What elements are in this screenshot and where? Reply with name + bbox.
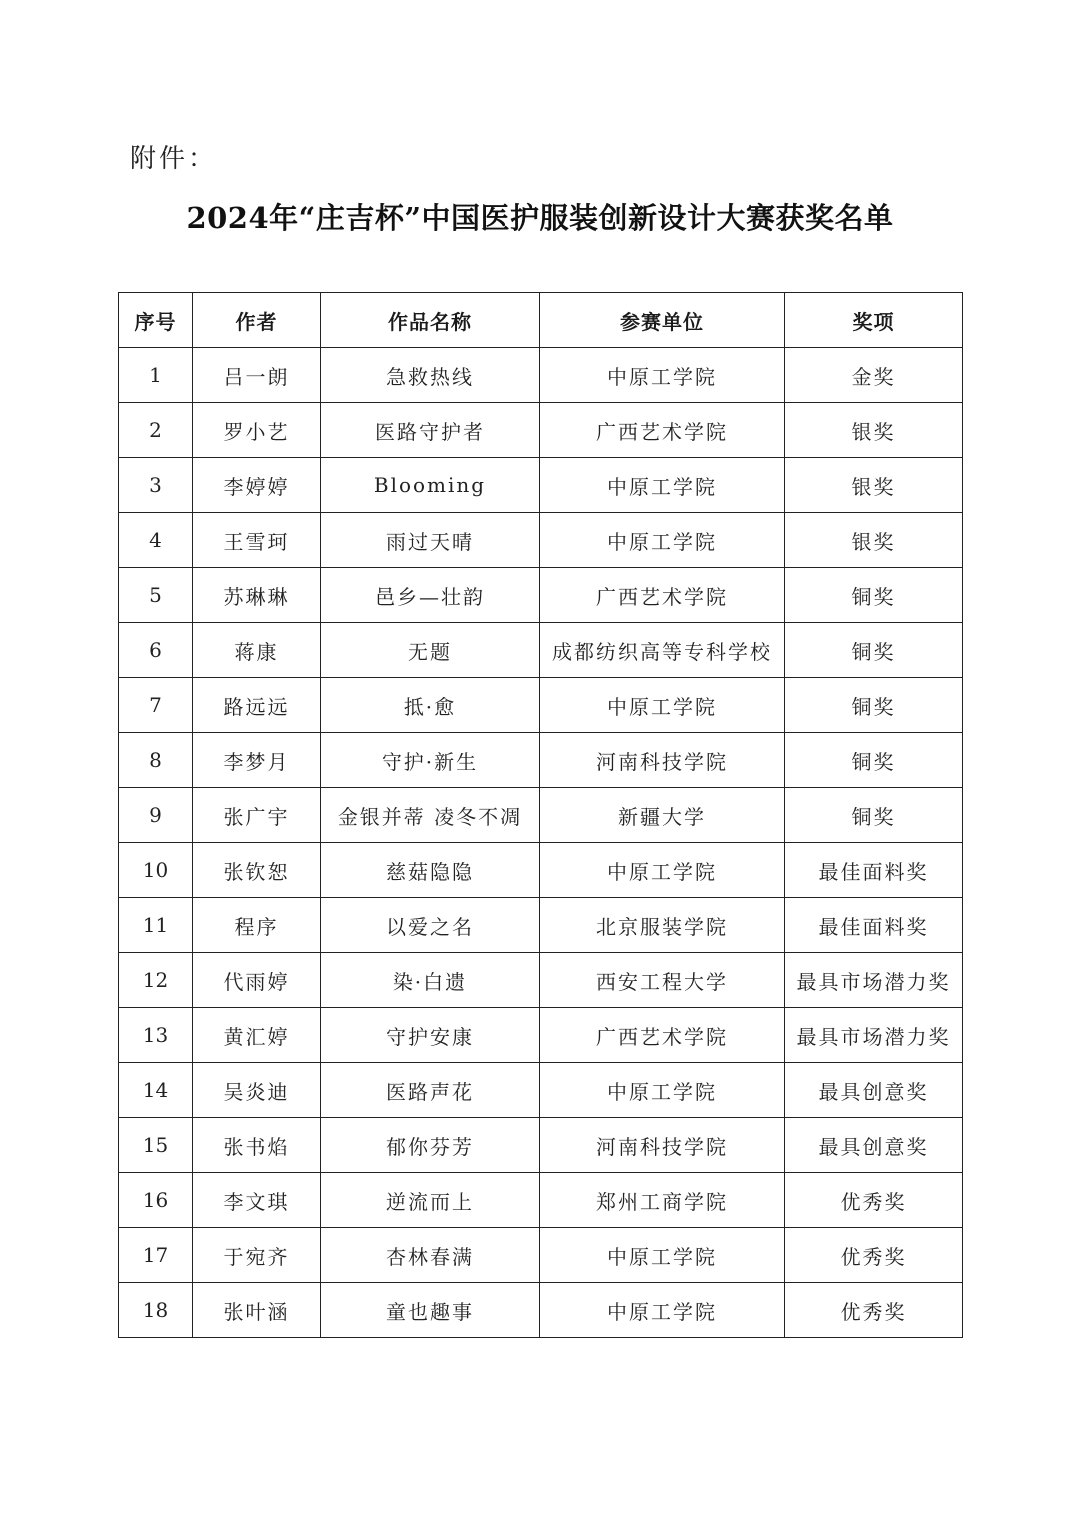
cell-no: 4: [119, 513, 193, 568]
cell-award: 最佳面料奖: [785, 898, 963, 953]
table-row: [119, 1008, 963, 1063]
cell-author: 张广宇: [193, 788, 321, 843]
cell-author: 李梦月: [193, 733, 321, 788]
cell-award: 铜奖: [785, 623, 963, 678]
cell-no: 17: [119, 1228, 193, 1283]
cell-award: 优秀奖: [785, 1173, 963, 1228]
cell-no: 14: [119, 1063, 193, 1118]
cell-no: 5: [119, 568, 193, 623]
cell-work-title: 以爱之名: [321, 898, 540, 953]
table-row: [119, 1228, 963, 1283]
cell-no: 1: [119, 348, 193, 403]
cell-no: 16: [119, 1173, 193, 1228]
cell-work-title: 守护安康: [321, 1008, 540, 1063]
table-row: [119, 403, 963, 458]
cell-award: 最具市场潜力奖: [785, 953, 963, 1008]
cell-no: 2: [119, 403, 193, 458]
cell-work-title: 抵·愈: [321, 678, 540, 733]
table-row: [119, 678, 963, 733]
cell-author: 吴炎迪: [193, 1063, 321, 1118]
cell-award: 铜奖: [785, 568, 963, 623]
cell-institution: 河南科技学院: [540, 1118, 785, 1173]
cell-work-title: 守护·新生: [321, 733, 540, 788]
cell-institution: 西安工程大学: [540, 953, 785, 1008]
table-row: [119, 623, 963, 678]
table-row: [119, 568, 963, 623]
cell-award: 银奖: [785, 403, 963, 458]
table-row: [119, 788, 963, 843]
cell-work-title: 染·白遗: [321, 953, 540, 1008]
cell-institution: 河南科技学院: [540, 733, 785, 788]
cell-award: 银奖: [785, 513, 963, 568]
cell-work-title: 无题: [321, 623, 540, 678]
cell-author: 张书焰: [193, 1118, 321, 1173]
cell-author: 吕一朗: [193, 348, 321, 403]
cell-work-title: 雨过天晴: [321, 513, 540, 568]
cell-author: 张叶涵: [193, 1283, 321, 1338]
table-row: [119, 348, 963, 403]
cell-institution: 中原工学院: [540, 513, 785, 568]
cell-award: 银奖: [785, 458, 963, 513]
cell-work-title: 杏林春满: [321, 1228, 540, 1283]
cell-award: 最佳面料奖: [785, 843, 963, 898]
cell-no: 8: [119, 733, 193, 788]
header-award: 奖项: [785, 293, 963, 348]
table-row: [119, 953, 963, 1008]
cell-work-title: 金银并蒂 凌冬不凋: [321, 788, 540, 843]
cell-no: 6: [119, 623, 193, 678]
cell-no: 3: [119, 458, 193, 513]
table-header-row: [119, 293, 963, 348]
cell-author: 罗小艺: [193, 403, 321, 458]
header-no: 序号: [119, 293, 193, 348]
cell-no: 7: [119, 678, 193, 733]
cell-author: 苏琳琳: [193, 568, 321, 623]
cell-institution: 北京服装学院: [540, 898, 785, 953]
cell-institution: 新疆大学: [540, 788, 785, 843]
header-institution: 参赛单位: [540, 293, 785, 348]
table-row: [119, 458, 963, 513]
cell-author: 张钦恕: [193, 843, 321, 898]
cell-award: 铜奖: [785, 678, 963, 733]
cell-author: 蒋康: [193, 623, 321, 678]
cell-institution: 广西艺术学院: [540, 403, 785, 458]
cell-no: 18: [119, 1283, 193, 1338]
attachment-label: 附件：: [130, 144, 218, 174]
cell-work-title: 慈菇隐隐: [321, 843, 540, 898]
table-row: [119, 898, 963, 953]
cell-no: 9: [119, 788, 193, 843]
table-body: [119, 348, 963, 1338]
cell-no: 10: [119, 843, 193, 898]
cell-author: 王雪珂: [193, 513, 321, 568]
header-author: 作者: [193, 293, 321, 348]
table-row: [119, 1063, 963, 1118]
cell-award: 最具创意奖: [785, 1118, 963, 1173]
cell-no: 15: [119, 1118, 193, 1173]
cell-institution: 中原工学院: [540, 678, 785, 733]
document-title: 2024年“庄吉杯”中国医护服装创新设计大赛获奖名单: [186, 201, 894, 235]
cell-institution: 广西艺术学院: [540, 1008, 785, 1063]
cell-author: 李文琪: [193, 1173, 321, 1228]
table-row: [119, 1118, 963, 1173]
cell-author: 程序: [193, 898, 321, 953]
cell-award: 最具市场潜力奖: [785, 1008, 963, 1063]
cell-work-title: Blooming: [321, 458, 540, 513]
table-row: [119, 1173, 963, 1228]
cell-author: 李婷婷: [193, 458, 321, 513]
cell-institution: 郑州工商学院: [540, 1173, 785, 1228]
cell-author: 代雨婷: [193, 953, 321, 1008]
cell-institution: 中原工学院: [540, 348, 785, 403]
cell-author: 黄汇婷: [193, 1008, 321, 1063]
header-work-title: 作品名称: [321, 293, 540, 348]
table-row: [119, 843, 963, 898]
cell-institution: 中原工学院: [540, 1063, 785, 1118]
cell-no: 12: [119, 953, 193, 1008]
cell-award: 优秀奖: [785, 1228, 963, 1283]
cell-work-title: 邑乡—壮韵: [321, 568, 540, 623]
cell-work-title: 医路声花: [321, 1063, 540, 1118]
table-row: [119, 1283, 963, 1338]
table-row: [119, 513, 963, 568]
cell-award: 金奖: [785, 348, 963, 403]
cell-institution: 广西艺术学院: [540, 568, 785, 623]
cell-no: 11: [119, 898, 193, 953]
cell-author: 于宛齐: [193, 1228, 321, 1283]
cell-award: 铜奖: [785, 733, 963, 788]
cell-award: 优秀奖: [785, 1283, 963, 1338]
cell-work-title: 逆流而上: [321, 1173, 540, 1228]
cell-award: 铜奖: [785, 788, 963, 843]
cell-award: 最具创意奖: [785, 1063, 963, 1118]
cell-work-title: 童也趣事: [321, 1283, 540, 1338]
cell-institution: 中原工学院: [540, 843, 785, 898]
cell-no: 13: [119, 1008, 193, 1063]
cell-work-title: 急救热线: [321, 348, 540, 403]
cell-institution: 成都纺织高等专科学校: [540, 623, 785, 678]
award-table: [118, 292, 963, 1338]
cell-institution: 中原工学院: [540, 458, 785, 513]
cell-work-title: 郁你芬芳: [321, 1118, 540, 1173]
table-row: [119, 733, 963, 788]
cell-institution: 中原工学院: [540, 1228, 785, 1283]
cell-institution: 中原工学院: [540, 1283, 785, 1338]
cell-work-title: 医路守护者: [321, 403, 540, 458]
cell-author: 路远远: [193, 678, 321, 733]
